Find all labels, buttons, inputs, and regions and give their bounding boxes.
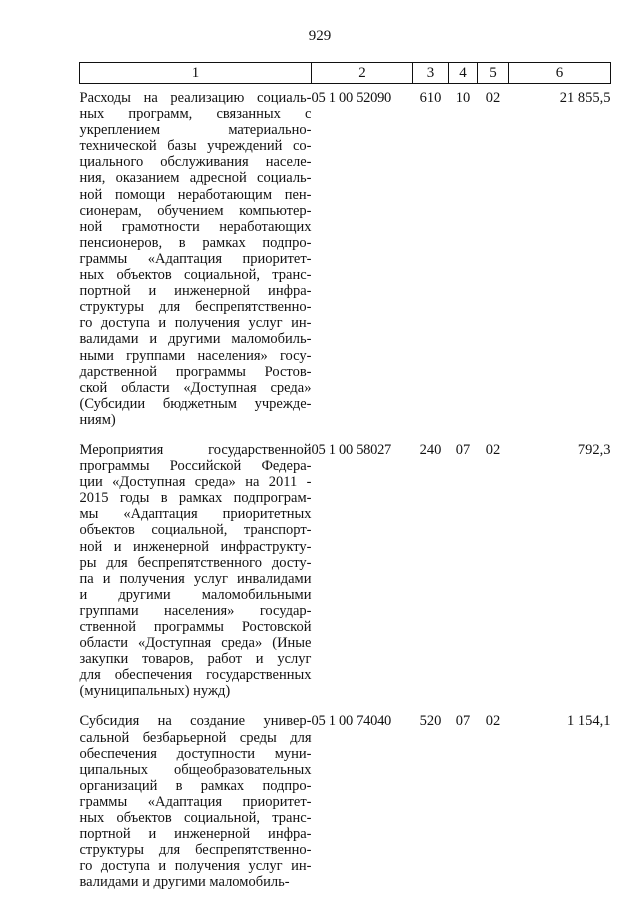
description-line: ных объектов социальной, транс- (79, 810, 312, 827)
description-line: ной помощи неработающим пен- (79, 186, 312, 203)
description-line: Субсидия на создание универ- (79, 713, 312, 730)
row-target-code: 05 1 00 52090 (311, 90, 391, 106)
row-amount: 792,3 (577, 441, 611, 458)
description-line: Мероприятия государственной (79, 441, 312, 458)
description-line: для обеспечения государственных (79, 667, 312, 684)
column-header-6: 6 (509, 63, 611, 84)
row-description (80, 707, 312, 898)
description-line: технической базы учреждений со- (79, 138, 312, 155)
row-description (80, 84, 312, 436)
description-line: и другими маломобильными (79, 586, 312, 603)
description-line: сионерам, обучением компьютер- (79, 202, 312, 219)
page-number: 929 (308, 28, 332, 44)
description-line: сальной безбарьерной среды для (79, 729, 312, 746)
description-line: валидами и другими маломобиль- (79, 331, 312, 348)
description-line: граммы «Адаптация приоритет- (79, 250, 312, 267)
description-line: ния, оказанием адресной социаль- (79, 170, 312, 187)
row-target-code: 05 1 00 74040 (311, 713, 391, 730)
description-line: (муниципальных) нужд) (79, 683, 231, 700)
table-header-row (80, 63, 611, 84)
description-line: го доступа и получения услуг ин- (79, 315, 312, 332)
row-subsection: 02 (485, 713, 501, 730)
column-header-5: 5 (478, 63, 509, 84)
table-row (80, 84, 611, 436)
row-section: 07 (455, 441, 471, 458)
row-amount: 1 154,1 (567, 713, 611, 730)
description-line: обеспечения доступности муни- (79, 745, 312, 762)
description-line: портной и инженерной инфра- (79, 283, 312, 300)
description-line: ципальных общеобразовательных (79, 761, 312, 778)
description-line: граммы «Адаптация приоритет- (79, 793, 312, 810)
description-line: ных объектов социальной, транс- (79, 267, 312, 284)
description-line: ными группами населения» госу- (79, 347, 312, 364)
row-subsection: 02 (485, 90, 501, 106)
table-row (80, 436, 611, 708)
description-line: ской области «Доступная среда» (79, 379, 312, 396)
row-subsection: 02 (485, 441, 501, 458)
description-line: ной грамотности неработающих (79, 218, 312, 235)
description-line: структуры для беспрепятственно- (79, 842, 312, 859)
description-line: го доступа и получения услуг ин- (79, 858, 312, 875)
description-line: закупки товаров, работ и услуг (79, 651, 312, 668)
column-header-1: 1 (80, 63, 312, 84)
column-header-2: 2 (312, 63, 413, 84)
description-line: группами населения» государ- (79, 602, 312, 619)
description-line: пенсионеров, в рамках подпро- (79, 234, 312, 251)
description-line: структуры для беспрепятственно- (79, 299, 312, 316)
description-line: портной и инженерной инфра- (79, 826, 312, 843)
description-line: ной и инженерной инфраструкту- (79, 538, 312, 555)
description-line: ры для беспрепятственного досту- (79, 554, 312, 571)
description-line: ции «Доступная среда» на 2011 - (79, 474, 312, 491)
description-line: Расходы на реализацию социаль- (79, 90, 312, 106)
description-line: дарственной программы Ростов- (79, 363, 312, 380)
description-line: мы «Адаптация приоритетных (79, 506, 312, 523)
description-line: ниям) (79, 411, 116, 428)
row-section: 07 (455, 713, 471, 730)
row-section: 10 (455, 90, 471, 106)
row-expense-type: 240 (419, 441, 442, 458)
column-header-3: 3 (413, 63, 449, 84)
row-expense-type: 610 (419, 90, 442, 106)
description-line: организаций в рамках подпро- (79, 777, 312, 794)
description-line: ных программ, связанных с (79, 106, 312, 123)
description-line: валидами и другими маломобиль- (79, 874, 290, 891)
table-row (80, 707, 611, 898)
description-line: (Субсидии бюджетным учрежде- (79, 395, 312, 412)
budget-table (79, 62, 611, 899)
row-amount: 21 855,5 (559, 90, 611, 106)
row-target-code: 05 1 00 58027 (311, 441, 391, 458)
column-header-4: 4 (449, 63, 478, 84)
description-line: па и получения услуг инвалидами (79, 570, 312, 587)
description-line: программы Российской Федера- (79, 458, 312, 475)
description-line: области «Доступная среда» (Иные (79, 635, 312, 652)
row-expense-type: 520 (419, 713, 442, 730)
description-line: циального обслуживания населе- (79, 154, 312, 171)
description-line: укреплением материально- (79, 122, 312, 139)
description-line: объектов социальной, транспорт- (79, 522, 312, 539)
description-line: ственной программы Ростовской (79, 619, 312, 635)
row-description (80, 436, 312, 708)
description-line: 2015 годы в рамках подпрограм- (79, 490, 312, 507)
